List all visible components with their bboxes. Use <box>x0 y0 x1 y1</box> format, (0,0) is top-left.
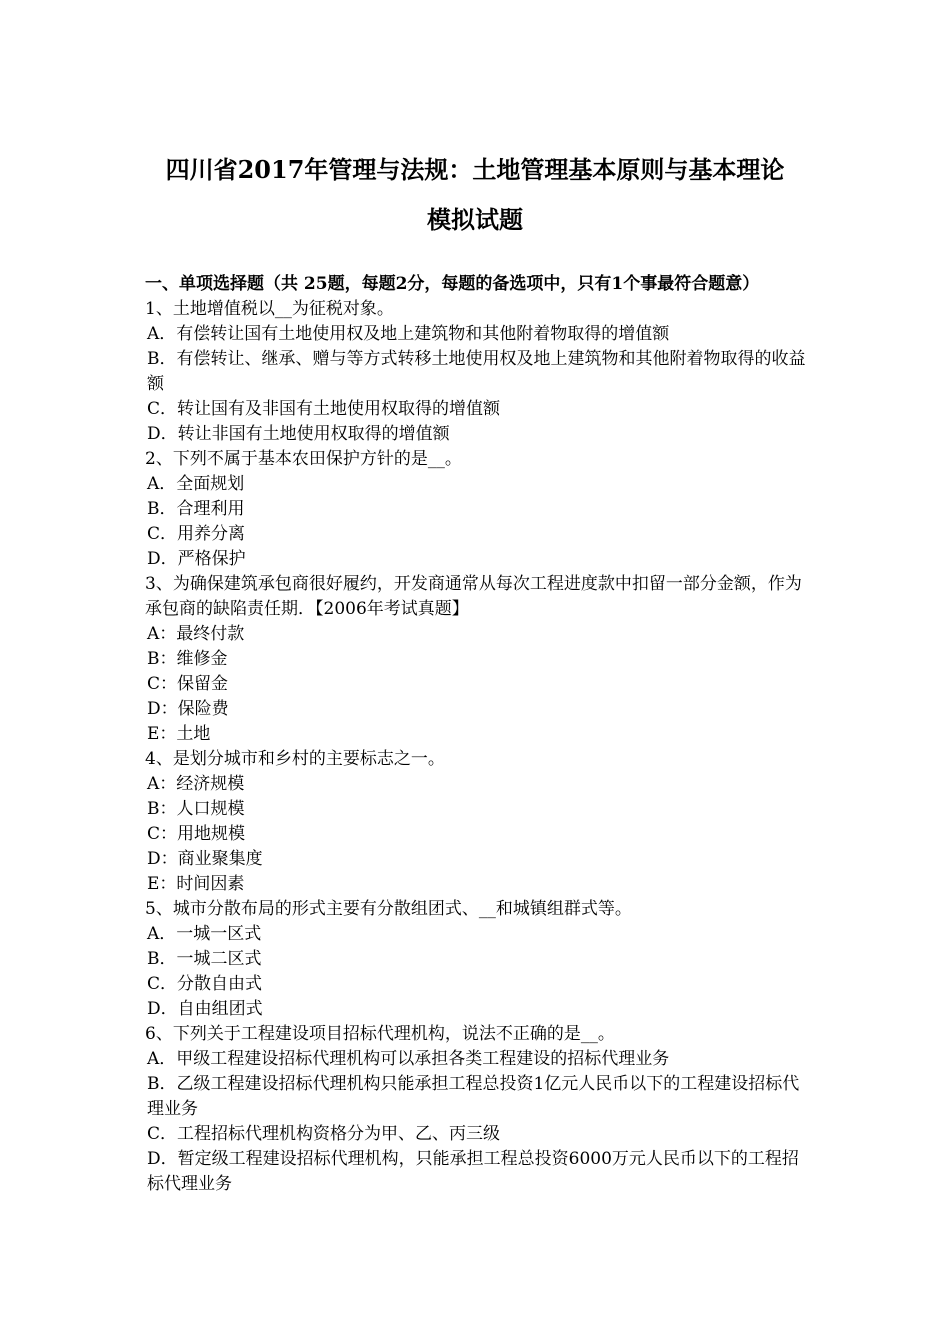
option-e: E：土地 <box>147 724 211 744</box>
option-d: D：保险费 <box>147 699 229 719</box>
option-b: B．乙级工程建设招标代理机构只能承担工程总投资1亿元人民币以下的工程建设招标代理业务 <box>147 1074 800 1119</box>
option-a: A．全面规划 <box>147 474 245 494</box>
question-text: 1、土地增值税以__为征税对象。 <box>145 299 394 319</box>
option-c: C：保留金 <box>147 674 229 694</box>
option-a: A．一城一区式 <box>147 924 262 944</box>
option-b: B．一城二区式 <box>147 949 262 969</box>
option-d: D：商业聚集度 <box>147 849 263 869</box>
option-c: C．分散自由式 <box>147 974 263 994</box>
option-a: A：最终付款 <box>147 624 245 644</box>
option-a: A：经济规模 <box>147 774 245 794</box>
question-2 <box>145 447 810 572</box>
section-heading: 一、单项选择题（共 25题，每题2分，每题的备选项中，只有1个事最符合题意） <box>145 274 760 294</box>
document-title-line-2: 模拟试题 <box>427 205 523 234</box>
option-c: C．工程招标代理机构资格分为甲、乙、丙三级 <box>147 1124 501 1144</box>
option-b: B．合理利用 <box>147 499 245 519</box>
option-a: A．有偿转让国有土地使用权及地上建筑物和其他附着物取得的增值额 <box>147 324 670 344</box>
document-title-line-1: 四川省2017年管理与法规：土地管理基本原则与基本理论 <box>165 155 785 184</box>
option-a: A．甲级工程建设招标代理机构可以承担各类工程建设的招标代理业务 <box>147 1049 670 1069</box>
option-d: D．暂定级工程建设招标代理机构，只能承担工程总投资6000万元人民币以下的工程招标代理业务 <box>147 1149 799 1194</box>
question-1 <box>145 297 810 447</box>
option-b: B：人口规模 <box>147 799 245 819</box>
option-c: C．用养分离 <box>147 524 246 544</box>
option-e: E：时间因素 <box>147 874 245 894</box>
question-text: 4、是划分城市和乡村的主要标志之一。 <box>145 749 445 769</box>
question-3 <box>145 572 810 747</box>
question-text: 6、下列关于工程建设项目招标代理机构，说法不正确的是__。 <box>145 1024 615 1044</box>
option-b: B：维修金 <box>147 649 228 669</box>
option-c: C：用地规模 <box>147 824 246 844</box>
document-body <box>145 272 810 1197</box>
question-6 <box>145 1022 810 1197</box>
option-d: D．严格保护 <box>147 549 246 569</box>
option-b: B．有偿转让、继承、赠与等方式转移土地使用权及地上建筑物和其他附着物取得的收益额 <box>147 349 806 394</box>
question-4 <box>145 747 810 897</box>
question-text: 3、为确保建筑承包商很好履约，开发商通常从每次工程进度款中扣留一部分金额，作为承包商的缺陷责任期．【2006年考试真题】 <box>145 574 802 619</box>
question-5 <box>145 897 810 1022</box>
option-d: D．转让非国有土地使用权取得的增值额 <box>147 424 450 444</box>
question-text: 5、城市分散布局的形式主要有分散组团式、__和城镇组群式等。 <box>145 899 632 919</box>
option-d: D．自由组团式 <box>147 999 263 1019</box>
option-c: C．转让国有及非国有土地使用权取得的增值额 <box>147 399 501 419</box>
question-text: 2、下列不属于基本农田保护方针的是__。 <box>145 449 462 469</box>
